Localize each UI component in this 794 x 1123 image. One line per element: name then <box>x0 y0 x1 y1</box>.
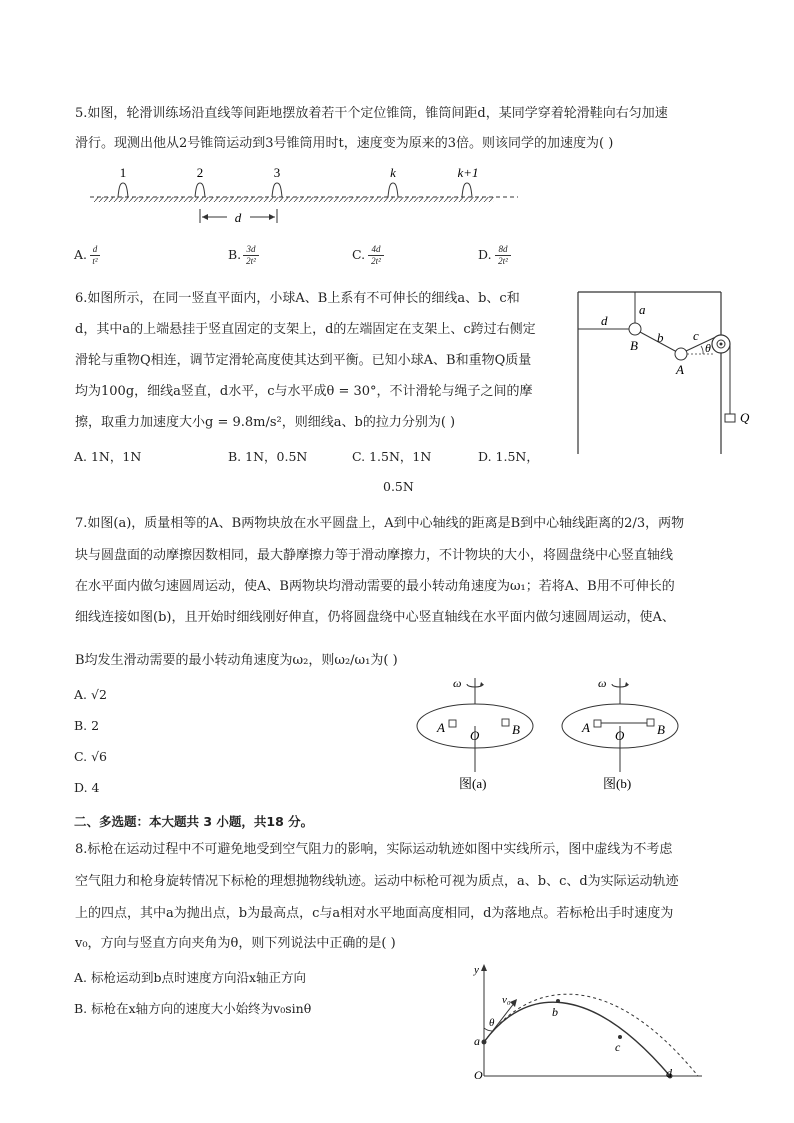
cone-k1-icon <box>462 183 472 197</box>
q6-option-a[interactable]: A. 1N，1N <box>74 449 142 464</box>
omega-label: ω <box>598 676 607 690</box>
label-theta: θ <box>489 1017 495 1029</box>
y-axis-arrow-icon <box>481 964 487 971</box>
q7-line-2: 块与圆盘面的动摩擦因数相同，最大静摩擦力等于滑动摩擦力，不计物块的大小，将圆盘绕中心竖直轴线 <box>75 548 674 563</box>
label-c: c <box>693 328 699 343</box>
velocity-arrow-icon <box>510 999 517 1007</box>
q7-line-3: 在水平面内做匀速圆周运动，使A、B两物块均滑动需要的最小转动角速度为ω₁；若将A、B用不可伸长的 <box>75 579 675 594</box>
cone-k-icon <box>388 183 398 197</box>
block-a-icon <box>449 720 456 727</box>
cone-label: k <box>390 165 396 180</box>
q5-line-2: 滑行。现测出他从2号锥筒运动到3号锥筒用时t，速度变为原来的3倍。则该同学的加速度为( ) <box>75 136 614 151</box>
q6-line-2: d，其中a的上端悬挂于竖直固定的支架上，d的左端固定在支架上、c跨过右侧定 <box>75 322 536 337</box>
q8-option-b[interactable]: B. 标枪在x轴方向的速度大小始终为v₀sinθ <box>74 1001 312 1016</box>
label-b: b <box>552 1005 558 1019</box>
q6-option-c[interactable]: C. 1.5N，1N <box>352 449 432 464</box>
q6-line-5: 擦，取重力加速度大小g = 9.8m/s²，则细线a、b的拉力分别为( ) <box>75 415 456 430</box>
ground-hatch <box>94 197 494 202</box>
cone-label: k+1 <box>457 165 479 180</box>
q5-option-c-fraction: 4d 2t² <box>368 244 384 267</box>
q6-line-3: 滑轮与重物Q相连，调节定滑轮高度使其达到平衡。已知小球A、B和重物Q质量 <box>75 353 532 368</box>
label-y: y <box>474 964 479 976</box>
cone-label: 2 <box>196 165 204 180</box>
q8-trajectory-figure <box>470 958 710 1083</box>
q6-option-d[interactable]: D. 1.5N， <box>478 449 539 464</box>
q8-line-3: 上的四点，其中a为抛出点，b为最高点，c与a相对水平地面高度相同，d为落地点。若标枪出手时速度为 <box>75 906 674 921</box>
label-a: A <box>582 720 590 735</box>
point-c <box>618 1035 622 1039</box>
point-b <box>556 999 560 1003</box>
label-d: d <box>666 1066 672 1080</box>
weight-q-icon <box>725 414 735 422</box>
actual-trajectory <box>484 1002 670 1076</box>
caption-a: 图(a) <box>459 776 487 791</box>
q7-option-c[interactable]: C. √6 <box>74 749 107 764</box>
cone-label: 1 <box>119 165 127 180</box>
arrow-right-icon <box>269 214 275 220</box>
label-ball-b: B <box>630 338 638 353</box>
q6-line-4: 均为100g，细线a竖直，d水平，c与水平成θ = 30°，不计滑轮与绳子之间的摩 <box>75 384 533 399</box>
cone-1-icon <box>118 183 128 197</box>
spacing-label: d <box>234 210 242 225</box>
q5-option-a-fraction: d t² <box>90 244 100 267</box>
q7-line-1: 7.如图(a)，质量相等的A、B两物块放在水平圆盘上，A到中心轴线的距离是B到中心轴线距离的2/3，两物 <box>75 516 685 531</box>
disc-a <box>417 676 533 791</box>
ball-b <box>629 323 641 335</box>
label-b: B <box>657 722 665 737</box>
block-b-icon <box>502 719 509 726</box>
label-ball-a: A <box>676 362 684 377</box>
q7-option-d[interactable]: D. 4 <box>74 780 100 795</box>
q6-line-1: 6.如图所示，在同一竖直平面内，小球A、B上系有不可伸长的细线a、b、c和 <box>75 291 520 306</box>
caption-b: 图(b) <box>603 776 632 791</box>
q8-line-4: v₀，方向与竖直方向夹角为θ，则下列说法中正确的是( ) <box>75 936 396 951</box>
q6-option-d-cont: 0.5N <box>383 479 414 494</box>
cone-2-icon <box>195 183 205 197</box>
disc-b <box>562 676 678 791</box>
label-o: O <box>474 1068 483 1082</box>
arrow-left-icon <box>202 214 208 220</box>
label-a: a <box>474 1034 480 1048</box>
point-a <box>482 1040 487 1045</box>
label-q: Q <box>740 410 750 425</box>
q6-pulley-figure <box>575 288 755 456</box>
q7-disc-figure <box>415 672 705 797</box>
q6-option-b[interactable]: B. 1N，0.5N <box>228 449 308 464</box>
label-o: O <box>470 728 480 743</box>
ball-a <box>675 348 687 360</box>
label-b: B <box>512 722 520 737</box>
label-b: b <box>657 330 664 345</box>
q5-option-d-fraction: 8d 2t² <box>495 244 511 267</box>
label-a: a <box>639 302 646 317</box>
q7-option-b[interactable]: B. 2 <box>74 718 100 733</box>
label-c: c <box>615 1040 621 1054</box>
q5-line-1: 5.如图，轮滑训练场沿直线等间距地摆放着若干个定位锥筒，锥筒间距d，某同学穿着轮滑鞋向右匀加速 <box>75 106 668 121</box>
q5-option-a[interactable]: A. <box>74 247 88 262</box>
label-d: d <box>601 313 608 328</box>
q8-line-1: 8.标枪在运动过程中不可避免地受到空气阻力的影响，实际运动轨迹如图中实线所示，图中虚线为不考虑 <box>75 842 673 857</box>
omega-label: ω <box>453 676 462 690</box>
cone-3-icon <box>272 183 282 197</box>
cone-label: 3 <box>273 165 281 180</box>
q5-cone-figure <box>90 165 520 225</box>
ideal-trajectory <box>484 994 698 1076</box>
q5-option-b[interactable]: B. <box>228 247 242 262</box>
q5-option-c[interactable]: C. <box>352 247 366 262</box>
q8-line-2: 空气阻力和枪身旋转情况下标枪的理想抛物线轨迹。运动中标枪可视为质点，a、b、c、d为实际运动轨迹 <box>75 874 679 889</box>
label-v0: v₀ <box>502 994 511 1006</box>
section-heading: 二、多选题：本大题共 3 小题，共18 分。 <box>74 814 314 829</box>
q5-option-b-fraction: 3d 2t² <box>243 244 259 267</box>
block-b-icon <box>647 719 654 726</box>
q5-option-d[interactable]: D. <box>478 247 492 262</box>
label-theta: θ <box>705 341 711 355</box>
q7-option-a[interactable]: A. √2 <box>74 687 107 702</box>
label-a: A <box>437 720 445 735</box>
q7-line-4: 细线连接如图(b)，且开始时细线刚好伸直，仍将圆盘绕中心竖直轴线在水平面内做匀速圆周运动，使A、 <box>75 610 675 625</box>
q7-line-5: B均发生滑动需要的最小转动角速度为ω₂，则ω₂/ω₁为( ) <box>75 653 398 668</box>
block-a-icon <box>594 720 601 727</box>
q8-option-a[interactable]: A. 标枪运动到b点时速度方向沿x轴正方向 <box>74 970 307 985</box>
label-o: O <box>615 728 625 743</box>
